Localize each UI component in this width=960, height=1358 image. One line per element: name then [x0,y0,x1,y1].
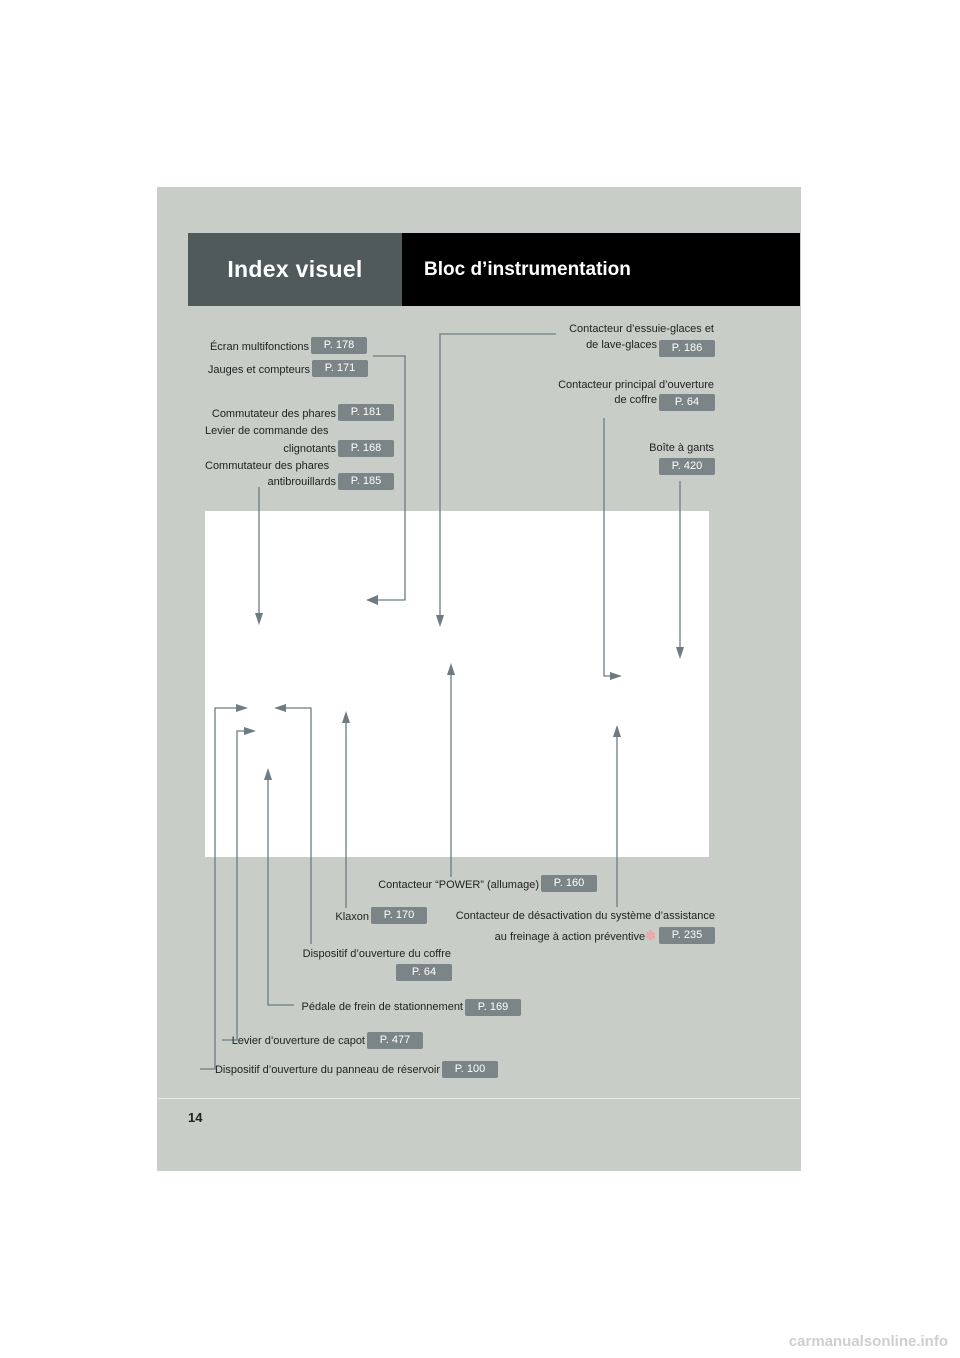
callout-coffre-principal-ref[interactable]: P. 64 [659,394,715,411]
callout-essuie-line2: de lave-glaces [586,339,657,351]
callout-clignotants-line1: Levier de commande des [205,425,329,437]
callout-jauges-ref[interactable]: P. 171 [312,360,368,377]
callout-capot-label: Levier d’ouverture de capot [231,1035,365,1047]
callout-antibrouillards-line2: antibrouillards [267,476,336,488]
watermark: carmanualsonline.info [788,1333,948,1350]
callout-ouverture-coffre-ref[interactable]: P. 64 [396,964,452,981]
footer-rule [158,1098,800,1099]
callout-antibrouillards-ref[interactable]: P. 185 [338,473,394,490]
callout-reservoir-ref[interactable]: P. 100 [442,1061,498,1078]
callout-power-label: Contacteur “POWER” (allumage) [378,879,539,891]
callout-antibrouillards-line1: Commutateur des phares [205,460,330,472]
callout-coffre-principal-line2: de coffre [614,394,657,406]
callout-freinage-line2-text: au freinage à action préventive [494,931,646,943]
callout-pedale-ref[interactable]: P. 169 [465,999,521,1016]
callout-klaxon-label: Klaxon [335,911,369,923]
instrument-panel-photo [205,511,709,857]
callout-clignotants-line2: clignotants [283,443,336,455]
callout-freinage-line1: Contacteur de désactivation du système d’assistance [455,910,715,922]
callout-phares-label: Commutateur des phares [211,408,336,420]
callout-boite-label: Boîte à gants [649,442,714,454]
callout-power-ref[interactable]: P. 160 [541,875,597,892]
callout-capot-ref[interactable]: P. 477 [367,1032,423,1049]
callout-boite-ref[interactable]: P. 420 [659,458,715,475]
callout-reservoir-label: Dispositif d’ouverture du panneau de réservoir [214,1064,440,1076]
callout-essuie-ref[interactable]: P. 186 [659,340,715,357]
callout-freinage-line2 [440,929,656,944]
asterisk-icon: ✽ [645,928,656,943]
callout-jauges-label: Jauges et compteurs [207,364,310,376]
callout-coffre-principal-line1: Contacteur principal d’ouverture [558,379,714,391]
page-number: 14 [188,1110,203,1125]
callout-essuie-line1: Contacteur d’essuie-glaces et [569,323,714,335]
callout-ecran-label: Écran multifonctions [209,341,309,353]
page-title: Bloc d’instrumentation [402,233,800,306]
callout-ouverture-coffre-label: Dispositif d’ouverture du coffre [302,948,451,960]
section-tab: Index visuel [188,233,402,306]
callout-freinage-ref[interactable]: P. 235 [659,927,715,944]
callout-pedale-label: Pédale de frein de stationnement [301,1001,463,1013]
callout-ecran-ref[interactable]: P. 178 [311,337,367,354]
callout-clignotants-ref[interactable]: P. 168 [338,440,394,457]
callout-klaxon-ref[interactable]: P. 170 [371,907,427,924]
callout-phares-ref[interactable]: P. 181 [338,404,394,421]
